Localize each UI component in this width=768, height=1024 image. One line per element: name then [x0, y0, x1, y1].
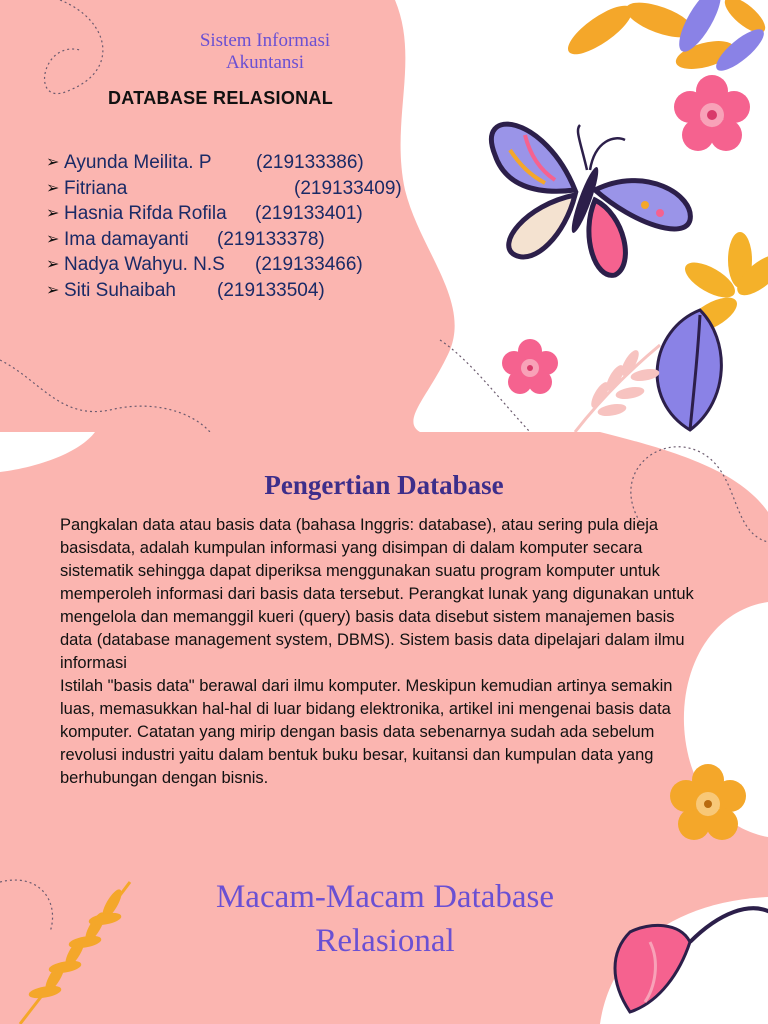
definition-text — [60, 514, 710, 790]
heading-line-2: Relasional — [315, 923, 455, 959]
pink-flower-top — [674, 75, 750, 151]
member-nim: (219133378) — [217, 228, 325, 250]
member-nim: (219133409) — [294, 177, 402, 199]
subtitle — [170, 30, 360, 74]
purple-leaf-bottom — [657, 310, 721, 430]
paragraph: Pangkalan data atau basis data (bahasa Inggris: database), atau sering pula dieja basisdata, adalah kumpulan informasi yang disimpan di dalam komputer secara sistematik sehingga dapat diperiksa menggunakan suatu program komputer untuk memperoleh informasi dari basis data tersebut. Perangkat lunak yang digunakan untuk mengelola dan memanggil kueri (query) basis data disebut sistem manajemen basis data (database management system, DBMS). Sistem basis data dipelajari dalam ilmu informasi — [60, 516, 694, 672]
member-name: Nadya Wahyu. N.S — [64, 254, 225, 276]
member-name: Fitriana — [64, 177, 128, 199]
white-blob-top-left — [0, 432, 95, 472]
paragraph: Istilah "basis data" berawal dari ilmu komputer. Meskipun kemudian artinya semakin luas, memasukkan hal-hal di luar bidang elektronika, artikel ini mengenai basis data komputer. Catatan yang mirip dengan basis data sebenarnya sudah ada sebelum revolusi industri yaitu dalam bentuk buku besar, kuitansi dan kumpulan data yang berhubungan dengan bisnis. — [60, 677, 673, 787]
member-nim: (219133504) — [217, 279, 325, 301]
subtitle-line-2: Akuntansi — [225, 52, 305, 73]
arrow-bullet-icon: ➢ — [46, 179, 60, 197]
dotted-curve-5 — [0, 880, 53, 932]
member-name: Ayunda Meilita. P — [64, 152, 212, 173]
section-heading-definition: Pengertian Database — [264, 470, 504, 500]
section-heading-types — [150, 875, 620, 963]
arrow-bullet-icon: ➢ — [46, 154, 60, 171]
pink-fern — [575, 345, 660, 432]
arrow-bullet-icon: ➢ — [46, 281, 60, 299]
arrow-bullet-icon: ➢ — [46, 256, 60, 274]
slide-2 — [0, 432, 768, 1024]
slide-title: DATABASE RELASIONAL — [108, 88, 334, 108]
member-nim: (219133466) — [255, 254, 363, 276]
pink-flower-small — [502, 339, 558, 394]
orange-fern — [20, 882, 130, 1024]
member-name: Ima damayanti — [64, 228, 189, 250]
arrow-bullet-icon: ➢ — [46, 230, 60, 248]
heading-line-1: Macam-Macam Database — [215, 879, 555, 915]
member-nim: (219133401) — [255, 203, 363, 225]
arrow-bullet-icon: ➢ — [46, 205, 60, 223]
member-name: Hasnia Rifda Rofila — [64, 203, 227, 225]
member-nim: (219133386) — [256, 152, 364, 173]
slide-1 — [0, 0, 768, 432]
butterfly — [491, 124, 690, 275]
subtitle-line-1: Sistem Informasi — [199, 30, 331, 51]
member-name: Siti Suhaibah — [64, 279, 176, 301]
